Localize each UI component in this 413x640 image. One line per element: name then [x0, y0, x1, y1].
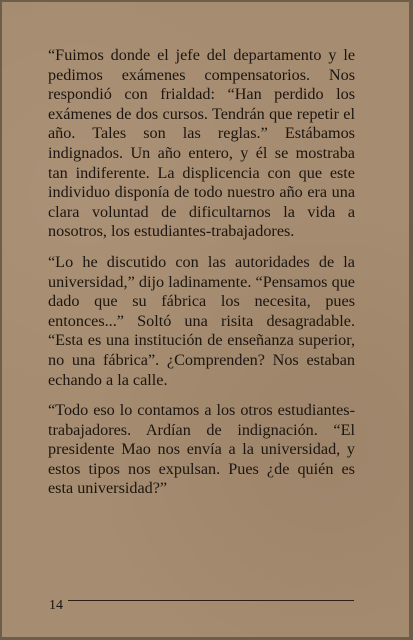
- footer-rule: [68, 600, 354, 601]
- body-text: [48, 46, 355, 510]
- book-page: [2, 2, 409, 637]
- paragraph-3: “Todo eso lo contamos a los otros estudiantes-trabajadores. Ardían de indignación. “El presidente Mao nos envía a la universidad, y estos tipos nos expulsan. Pues ¿de quién es esta universidad?”: [48, 401, 355, 498]
- paragraph-2: “Lo he discutido con las autoridades de la universidad,” dijo ladinamente. “Pensamos que dado que su fábrica los necesita, pues entonces...” Soltó una risita desagradable. “Esta es una institución de enseñanza superior, no una fábrica”. ¿Comprenden? Nos estaban echando a la calle.: [48, 252, 355, 389]
- page-number: 14: [49, 598, 63, 613]
- paragraph-1: “Fuimos donde el jefe del departamento y le pedimos exámenes compensatorios. Nos respondió con frialdad: “Han perdido los exámenes de dos cursos. Tendrán que repetir el año. Tales son las reglas.” Estábamos indignados. Un año entero, y él se mostraba tan indiferente. La displicencia con que este individuo disponía de todo nuestro año era una clara voluntad de dificultarnos la vida a nosotros, los estudiantes-trabajadores.: [48, 46, 355, 241]
